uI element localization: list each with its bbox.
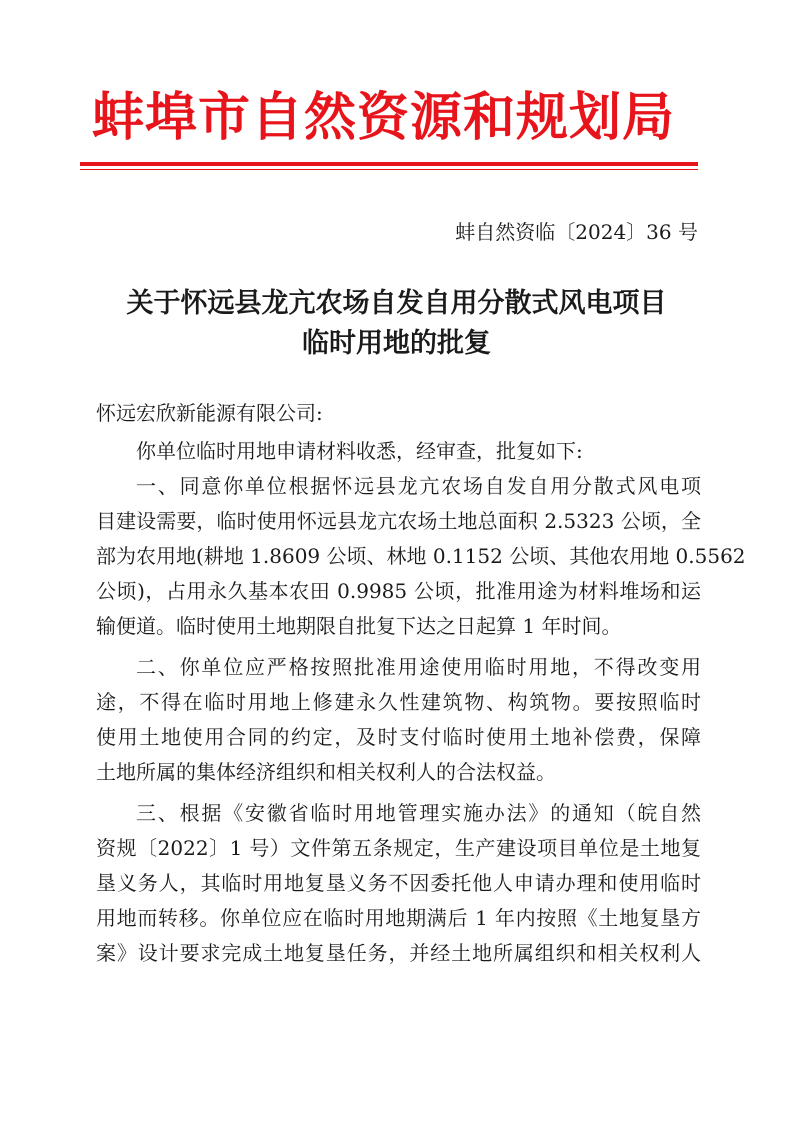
paragraph-line: 使用土地使用合同的约定，及时支付临时使用土地补偿费，保障 [96, 725, 701, 749]
paragraph-line: 案》设计要求完成土地复垦任务，并经土地所属组织和相关权利人 [96, 941, 701, 965]
paragraph [96, 796, 701, 971]
paragraph-line: 用地而转移。你单位应在临时用地期满后 1 年内按照《土地复垦方 [96, 906, 701, 930]
paragraph-line: 资规〔2022〕1 号）文件第五条规定，生产建设项目单位是土地复 [96, 836, 701, 860]
paragraph [96, 469, 746, 644]
addressee: 怀远宏欣新能源有限公司: [96, 401, 323, 425]
document-title [80, 284, 713, 364]
title-line: 临时用地的批复 [302, 328, 491, 359]
paragraph-line: 你单位临时用地申请材料收悉，经审查，批复如下: [136, 439, 583, 463]
paragraph [96, 434, 701, 469]
title-line: 关于怀远县龙亢农场自发自用分散式风电项目 [126, 288, 667, 319]
paragraph-line: 公顷)，占用永久基本农田 0.9985 公顷，批准用途为材料堆场和运 [96, 579, 701, 603]
red-header-rule-thin [80, 169, 698, 170]
paragraph-line: 一、同意你单位根据怀远县龙亢农场自发自用分散式风电项 [136, 474, 701, 498]
paragraph-line: 土地所属的集体经济组织和相关权利人的合法权益。 [96, 760, 556, 784]
paragraph-line: 途，不得在临时用地上修建永久性建筑物、构筑物。要按照临时 [96, 690, 701, 714]
document-body [96, 396, 746, 971]
paragraph-line: 三、根据《安徽省临时用地管理实施办法》的通知（皖自然 [136, 801, 701, 825]
paragraph-line: 二、你单位应严格按照批准用途使用临时用地，不得改变用 [136, 655, 701, 679]
paragraph-line: 目建设需要，临时使用怀远县龙亢农场土地总面积 2.5323 公顷，全 [96, 509, 701, 533]
red-header-rule [80, 162, 698, 166]
paragraph-line: 垦义务人，其临时用地复垦义务不因委托他人申请办理和使用临时 [96, 871, 701, 895]
paragraph-line: 部为农用地(耕地 1.8609 公顷、林地 0.1152 公顷、其他农用地 0.5562 [96, 544, 746, 568]
paragraph-line: 输便道。临时使用土地期限自批复下达之日起算 1 年时间。 [96, 614, 622, 638]
organization-name: 蚌埠市自然资源和规划局 [92, 88, 676, 148]
document-number: 蚌自然资临〔2024〕36 号 [455, 220, 698, 244]
paragraph [96, 650, 701, 790]
